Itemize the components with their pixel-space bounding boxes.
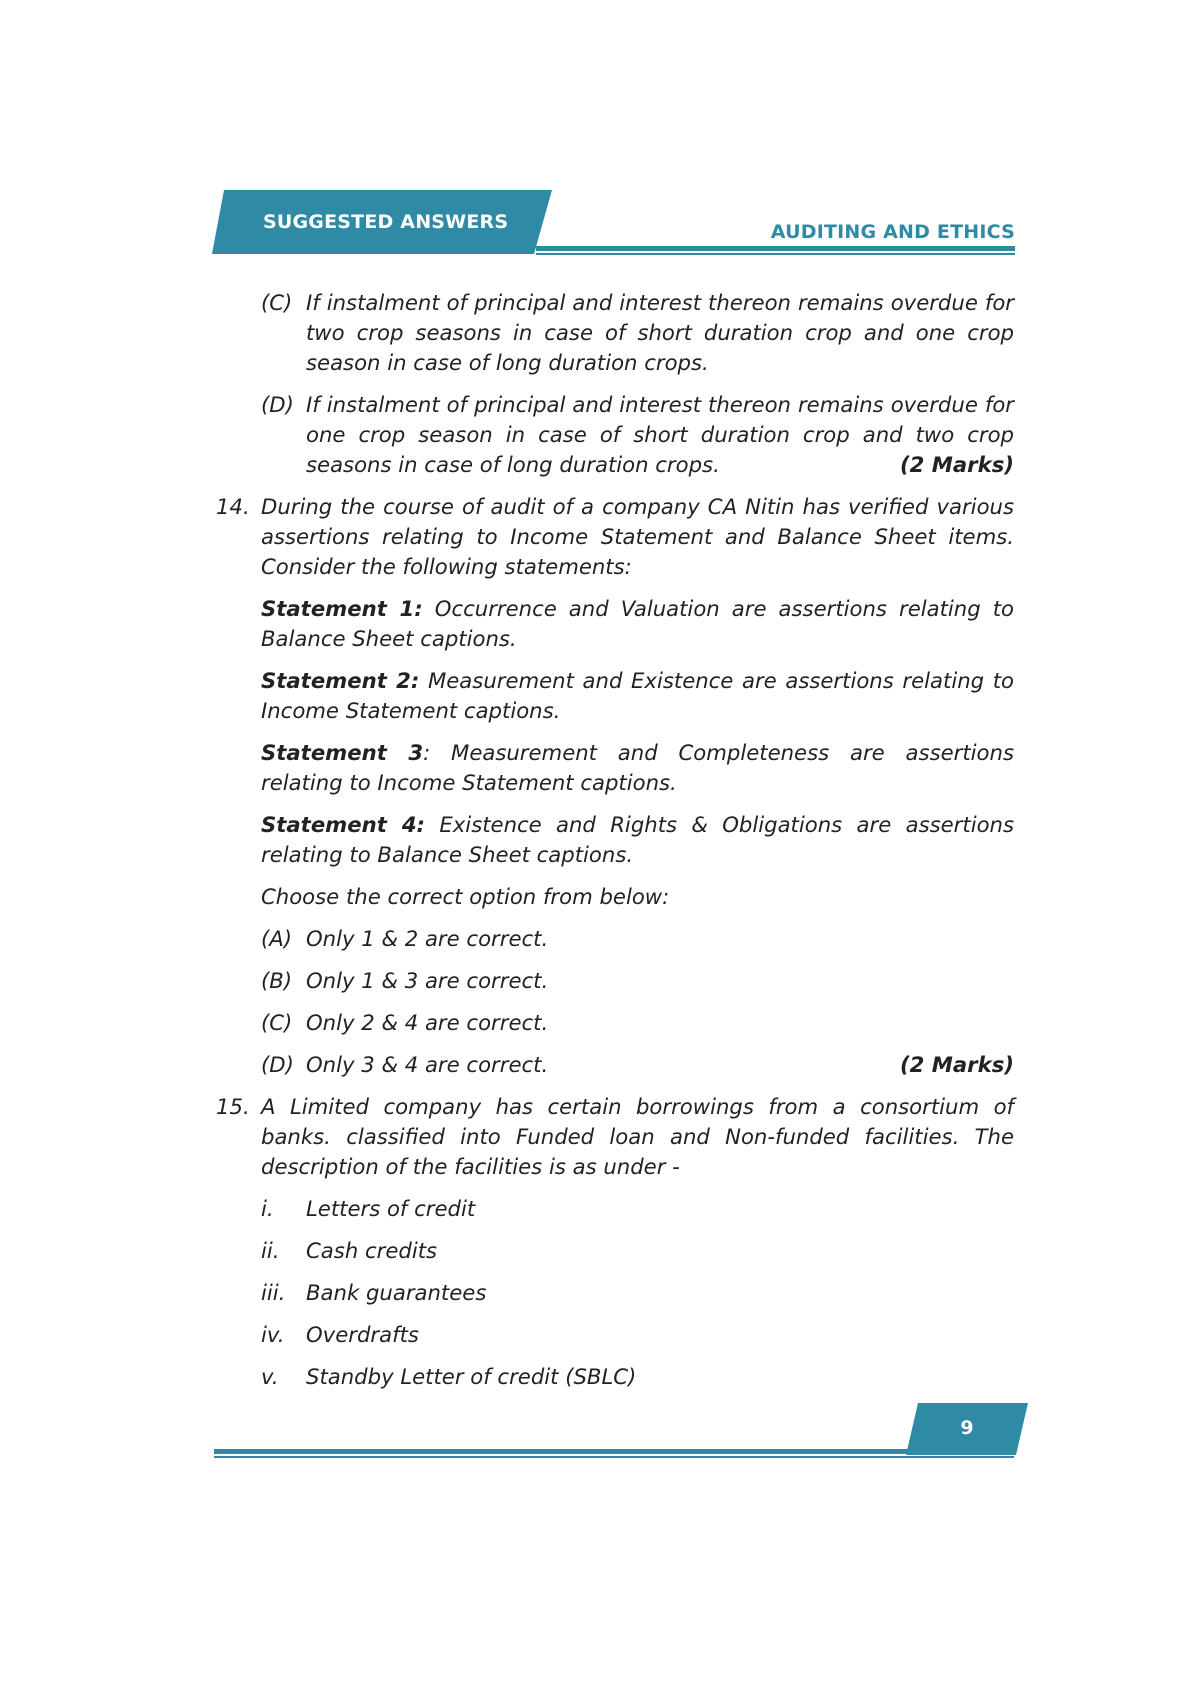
item-text: Letters of credit	[306, 1196, 476, 1221]
item-text: Bank guarantees	[306, 1280, 487, 1305]
statement-label: Statement 4:	[261, 812, 426, 837]
q14-option-b	[261, 966, 1014, 996]
question-intro: During the course of audit of a company CA Nitin has verified various assertions relating to Income Statement and Balance Sheet items. Consider the following statements:	[261, 494, 1014, 579]
item-label: i.	[261, 1196, 274, 1221]
facility-item-3	[261, 1278, 1014, 1308]
item-text: Overdrafts	[306, 1322, 419, 1347]
option-text: Only 1 & 3 are correct.	[306, 968, 549, 993]
marks-label: (2 Marks)	[899, 452, 1014, 477]
option-text: If instalment of principal and interest thereon remains overdue for one crop season in case of short duration crop and two crop seasons in case of long duration crops.	[306, 392, 1014, 477]
footer-rule-thin	[214, 1456, 1014, 1458]
option-text: Only 3 & 4 are correct.	[306, 1052, 549, 1077]
item-label: iv.	[261, 1322, 285, 1347]
question-intro: A Limited company has certain borrowings from a consortium of banks. classified into Funded loan and Non-funded facilities. The description of the facilities is as under -	[261, 1094, 1014, 1179]
item-label: ii.	[261, 1238, 280, 1263]
page-number: 9	[960, 1417, 974, 1439]
option-text: Only 1 & 2 are correct.	[306, 926, 549, 951]
facility-item-4	[261, 1320, 1014, 1350]
header-rule-thin	[536, 253, 1015, 255]
question-15	[216, 1092, 1014, 1182]
facility-item-2	[261, 1236, 1014, 1266]
q14-option-a	[261, 924, 1014, 954]
marks-label: (2 Marks)	[899, 1052, 1014, 1077]
option-label: (D)	[261, 392, 294, 417]
q13-option-d	[261, 390, 1014, 480]
q14-option-c	[261, 1008, 1014, 1038]
facility-item-1	[261, 1194, 1014, 1224]
statement-4	[261, 810, 1014, 870]
facility-item-5	[261, 1362, 1014, 1392]
statement-text: Existence and Rights & Obligations are assertions relating to Balance Sheet captions.	[261, 812, 1015, 867]
q13-option-c	[261, 288, 1014, 378]
choose-prompt: Choose the correct option from below:	[261, 884, 670, 909]
statement-label: Statement 2:	[261, 668, 420, 693]
statement-label: Statement 3	[261, 740, 424, 765]
footer-rule	[214, 1449, 1014, 1454]
option-label: (C)	[261, 1010, 293, 1035]
question-14	[216, 492, 1014, 582]
statement-text: : Measurement and Completeness are assertions relating to Income Statement captions.	[261, 740, 1014, 795]
option-text: Only 2 & 4 are correct.	[306, 1010, 549, 1035]
statement-2	[261, 666, 1014, 726]
item-label: iii.	[261, 1280, 286, 1305]
header-section-label: SUGGESTED ANSWERS	[263, 211, 509, 233]
statement-label: Statement 1:	[261, 596, 423, 621]
page-content	[216, 288, 1014, 1392]
statement-3	[261, 738, 1014, 798]
question-number: 15.	[216, 1094, 250, 1119]
option-label: (C)	[261, 290, 293, 315]
question-number: 14.	[216, 494, 250, 519]
option-label: (B)	[261, 968, 293, 993]
statement-1	[261, 594, 1014, 654]
q14-option-d	[261, 1050, 1014, 1080]
option-label: (A)	[261, 926, 293, 951]
item-label: v.	[261, 1364, 279, 1389]
header-rule	[536, 246, 1015, 251]
option-label: (D)	[261, 1052, 294, 1077]
statement-text: Occurrence and Valuation are assertions relating to Balance Sheet captions.	[261, 596, 1014, 651]
option-text: If instalment of principal and interest thereon remains overdue for two crop seasons in case of short duration crop and one crop season in case of long duration crops.	[306, 290, 1014, 375]
header-subject-title: AUDITING AND ETHICS	[770, 221, 1015, 243]
item-text: Cash credits	[306, 1238, 438, 1263]
statement-text: Measurement and Existence are assertions relating to Income Statement captions.	[261, 668, 1014, 723]
item-text: Standby Letter of credit (SBLC)	[306, 1364, 637, 1389]
